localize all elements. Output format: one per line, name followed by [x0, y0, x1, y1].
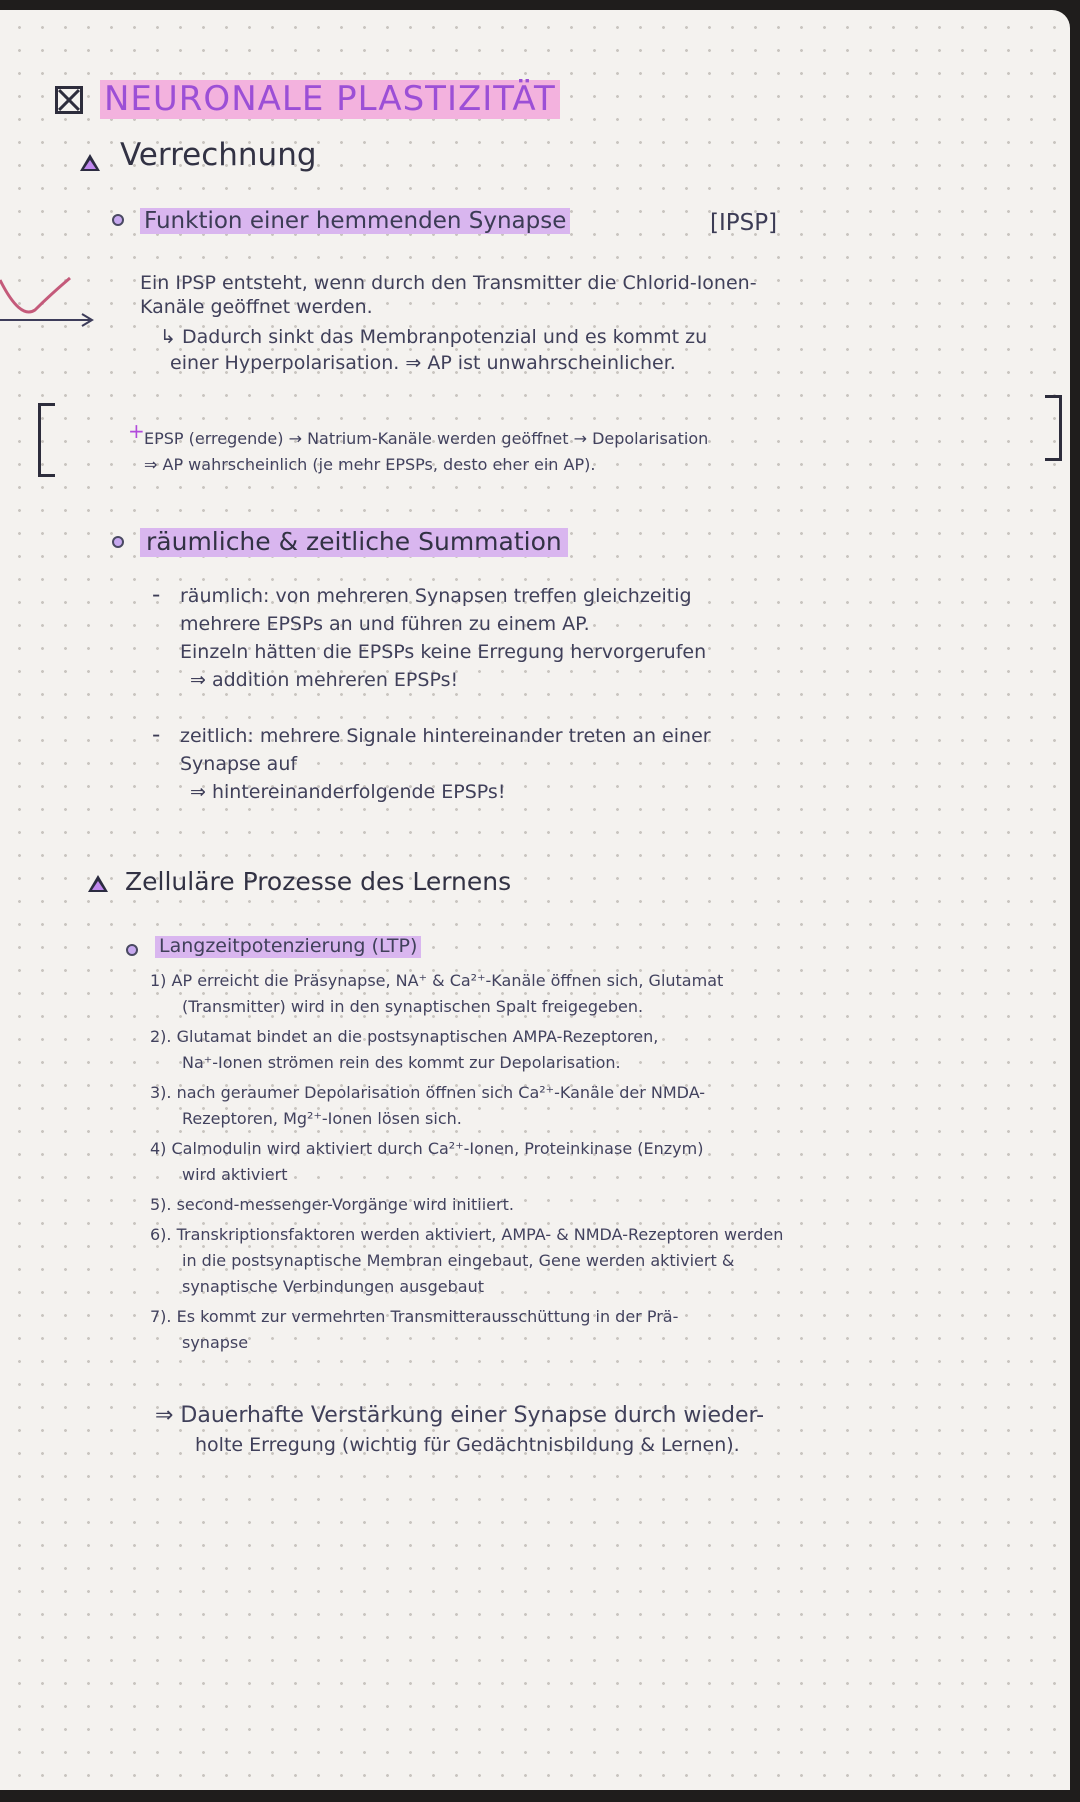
zeitlich-line-3: ⇒ hintereinanderfolgende EPSPs! [190, 781, 506, 803]
dash-icon: - [152, 582, 161, 608]
subheading-ltp: Langzeitpotenzierung (LTP) [155, 936, 421, 958]
ltp-step-line-14: synapse [182, 1333, 249, 1352]
ltp-step-line-2: (Transmitter) wird in den synaptischen Spalt freigegeben. [182, 997, 644, 1016]
left-bracket [38, 403, 55, 477]
triangle-bullet-icon [80, 154, 100, 171]
raeumlich-line-2: mehrere EPSPs an und führen zu einem AP. [180, 613, 590, 635]
subheading-summation: räumliche & zeitliche Summation [140, 528, 568, 557]
raeumlich-line-3: Einzeln hätten die EPSPs keine Erregung hervorgerufen [180, 641, 707, 663]
ltp-step-line-3: 2). Glutamat bindet an die postsynaptischen AMPA-Rezeptoren, [150, 1027, 659, 1046]
zeitlich-line-2: Synapse auf [180, 753, 298, 775]
ltp-step-line-4: Na⁺-Ionen strömen rein des kommt zur Depolarisation. [182, 1053, 621, 1072]
ipsp-line-3: ↳ Dadurch sinkt das Membranpotenzial und es kommt zu [160, 326, 708, 348]
zeitlich-line-1: zeitlich: mehrere Signale hintereinander treten an einer [180, 725, 711, 747]
ltp-step-line-6: Rezeptoren, Mg²⁺-Ionen lösen sich. [182, 1109, 462, 1128]
raeumlich-line-1: räumlich: von mehreren Synapsen treffen gleichzeitig [180, 585, 692, 607]
ipsp-line-2: Kanäle geöffnet werden. [140, 296, 373, 318]
subheading-hemmende-synapse: Funktion einer hemmenden Synapse [140, 208, 570, 234]
section-heading-verrechnung: Verrechnung [120, 137, 317, 173]
bullet-icon [126, 944, 138, 956]
section-heading-zellulaere-prozesse: Zelluläre Prozesse des Lernens [125, 867, 512, 896]
ltp-step-line-13: 7). Es kommt zur vermehrten Transmitterausschüttung in der Prä- [150, 1307, 679, 1326]
dash-icon: - [152, 722, 161, 748]
ltp-step-line-7: 4) Calmodulin wird aktiviert durch Ca²⁺-Ionen, Proteinkinase (Enzym) [150, 1139, 704, 1158]
bullet-icon [112, 536, 124, 548]
ltp-step-line-11: in die postsynaptische Membran eingebaut, Gene werden aktiviert & [182, 1251, 735, 1270]
epsp-line-1: EPSP (erregende) → Natrium-Kanäle werden geöffnet → Depolarisation [144, 429, 709, 448]
ltp-step-line-12: synaptische Verbindungen ausgebaut [182, 1277, 485, 1296]
plus-icon: + [128, 419, 145, 443]
triangle-bullet-icon [88, 875, 108, 892]
epsp-line-2: ⇒ AP wahrscheinlich (je mehr EPSPs, desto eher ein AP). [144, 455, 596, 474]
notebook-page [0, 10, 1070, 1790]
ltp-step-line-1: 1) AP erreicht die Präsynapse, NA⁺ & Ca²⁺-Kanäle öffnen sich, Glutamat [150, 971, 724, 990]
ltp-step-line-9: 5). second-messenger-Vorgänge wird initiiert. [150, 1195, 514, 1214]
ltp-conclusion-line-2: holte Erregung (wichtig für Gedächtnisbildung & Lernen). [195, 1434, 740, 1456]
potential-curve-sketch [0, 250, 110, 340]
ltp-step-line-10: 6). Transkriptionsfaktoren werden aktiviert, AMPA- & NMDA-Rezeptoren werden [150, 1225, 784, 1244]
bullet-icon [112, 214, 124, 226]
ltp-conclusion-line-1: ⇒ Dauerhafte Verstärkung einer Synapse durch wieder- [155, 1403, 765, 1428]
ipsp-line-4: einer Hyperpolarisation. ⇒ AP ist unwahrscheinlicher. [170, 352, 676, 374]
ipsp-tag: [IPSP] [710, 210, 778, 236]
ltp-step-line-8: wird aktiviert [182, 1165, 288, 1184]
right-bracket [1045, 395, 1062, 461]
page-title: NEURONALE PLASTIZITÄT [100, 80, 560, 119]
raeumlich-line-4: ⇒ addition mehreren EPSPs! [190, 669, 459, 691]
ipsp-line-1: Ein IPSP entsteht, wenn durch den Transmitter die Chlorid-Ionen- [140, 272, 757, 294]
ltp-step-line-5: 3). nach geraumer Depolarisation öffnen sich Ca²⁺-Kanäle der NMDA- [150, 1083, 706, 1102]
checkbox-icon [55, 86, 83, 114]
